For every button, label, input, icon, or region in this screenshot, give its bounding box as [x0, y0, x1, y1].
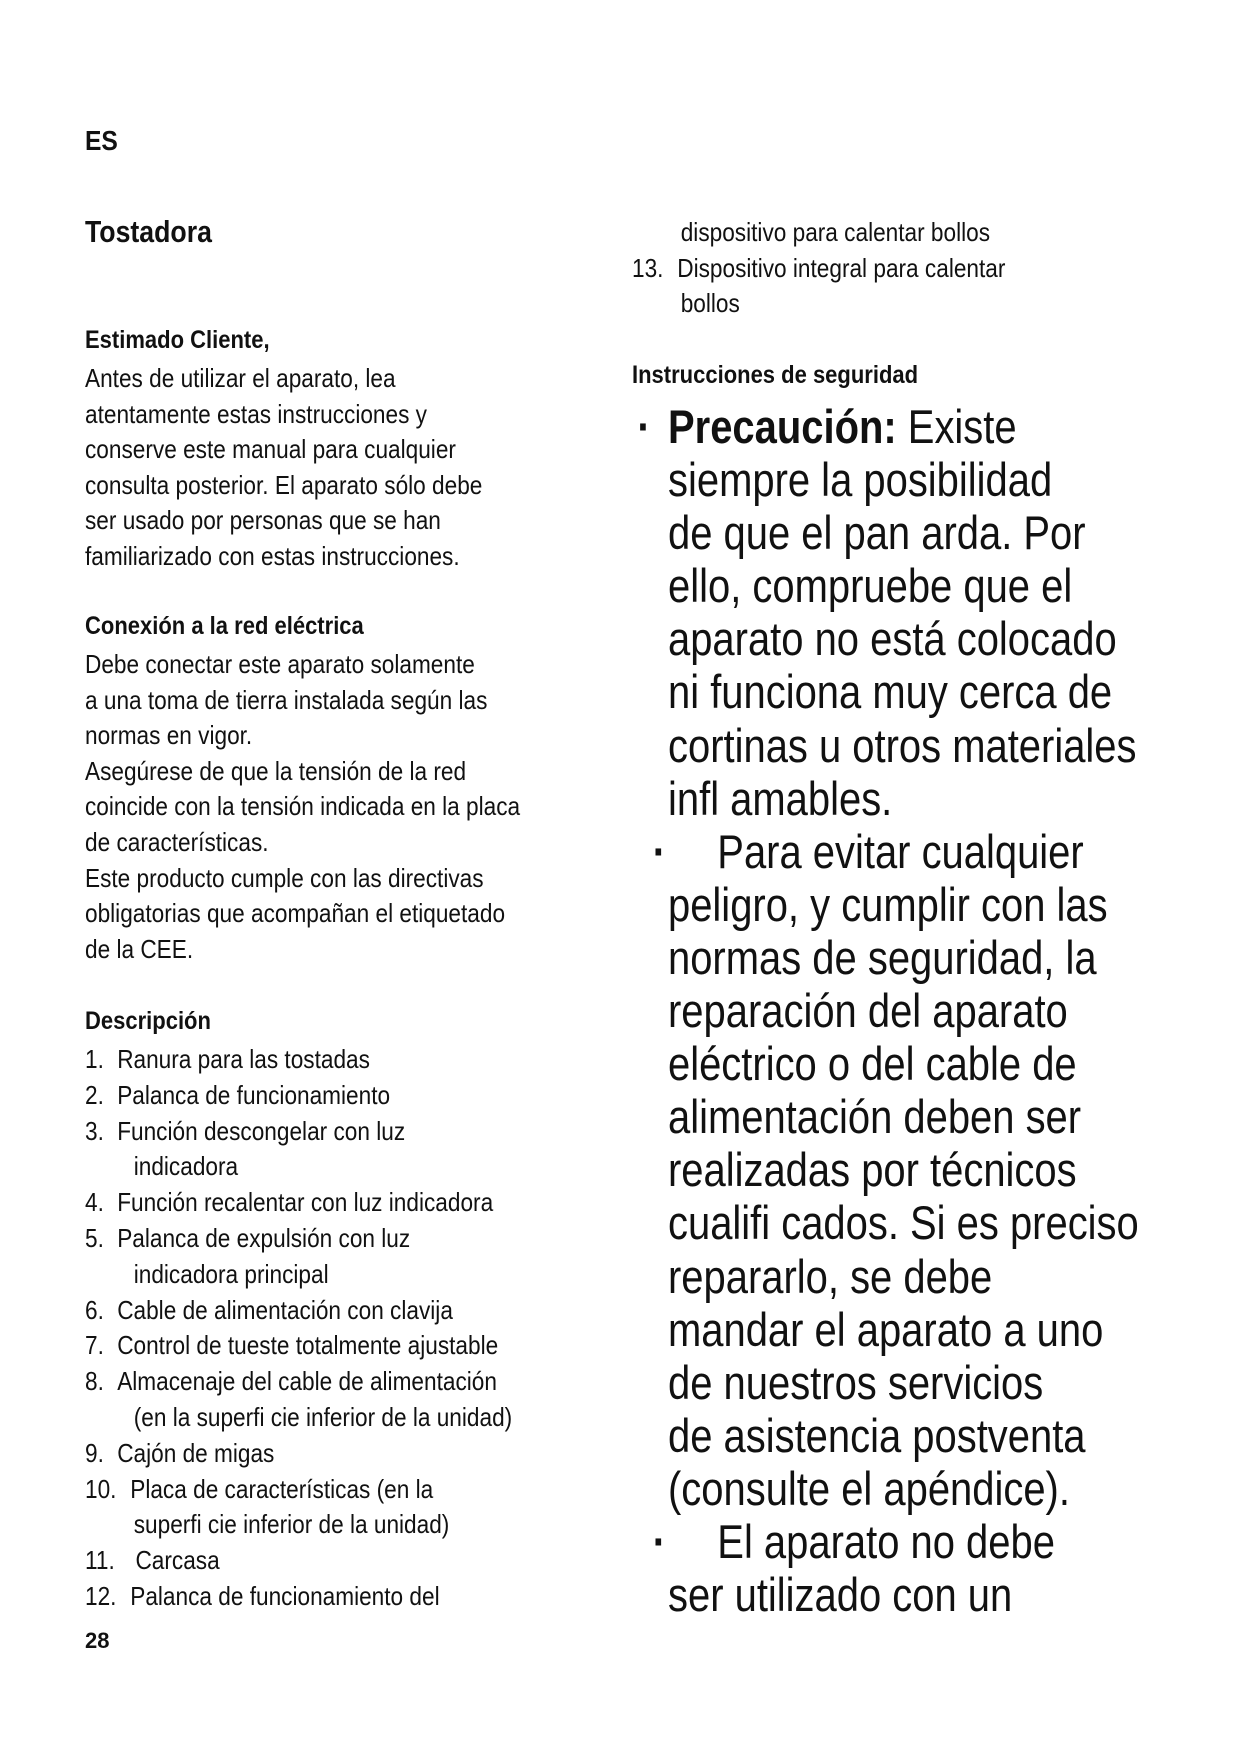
description-heading: Descripción: [85, 1007, 211, 1035]
list-item: 12. Palanca de funcionamiento del: [85, 1580, 440, 1611]
customer-text: Antes de utilizar el aparato, lea atentamente estas instrucciones y conserve este manual para cualquier consulta posterior. El aparato sólo debe ser usado por personas que se han familiarizado con estas instrucciones.: [85, 363, 483, 571]
list-item: 3. Función descongelar con luz: [85, 1115, 406, 1146]
list-item: 1. Ranura para las tostadas: [85, 1044, 370, 1074]
list-item: 5. Palanca de expulsión con luz: [85, 1222, 411, 1253]
description-list: [85, 1042, 537, 1615]
safety-text: · Precaución: Existe siempre la posibilidad de que el pan arda. Por ello, compruebe que el aparato no está colocado ni funciona muy cerca de cortinas u otros materiales infl amables. · Para evitar cualquier peligro, y cumplir con las normas de seguridad, la reparación del aparato eléctrico o del cable de alimentación deben ser realizadas por técnicos cualifi cados. Si es preciso repararlo, se debe mandar el aparato a uno de nuestros servicios de asistencia postventa (consulte el apéndice). · El aparato no debe ser utilizado con un: [637, 400, 1139, 1622]
connection-heading: Conexión a la red eléctrica: [85, 612, 364, 640]
customer-heading: Estimado Cliente,: [85, 326, 270, 354]
list-item: 8. Almacenaje del cable de alimentación: [85, 1366, 497, 1397]
page-number: 28: [85, 1628, 110, 1653]
connection-text: Debe conectar este aparato solamente a una toma de tierra instalada según las normas en vigor. Asegúrese de que la tensión de la red coincide con la tensión indicada en la placa de características. Este producto cumple con las directivas obligatorias que acompañan el etiquetado de la CEE.: [85, 649, 521, 964]
list-item: 9. Cajón de migas: [85, 1437, 275, 1468]
caution-label: Precaución:: [668, 400, 897, 453]
bullet: ·: [652, 1514, 667, 1568]
language-code: ES: [85, 125, 118, 156]
list-item: 2. Palanca de funcionamiento: [85, 1079, 391, 1110]
list-item: 4. Función recalentar con luz indicadora: [85, 1187, 494, 1218]
list-item-continuation: indicadora principal: [133, 1258, 329, 1289]
page-title: Tostadora: [85, 214, 212, 249]
list-item: 10. Placa de características (en la: [85, 1473, 434, 1504]
list-item: 7. Control de tueste totalmente ajustable: [85, 1330, 499, 1361]
list-item-continuation: indicadora: [133, 1151, 239, 1182]
bullet: ·: [637, 400, 651, 453]
bullet: ·: [652, 824, 667, 878]
list-item: 6. Cable de alimentación con clavija: [85, 1294, 453, 1325]
list-item-continuation: superfi cie inferior de la unidad): [133, 1509, 450, 1540]
safety-heading: Instrucciones de seguridad: [632, 361, 919, 389]
list-item: 11. Carcasa: [85, 1545, 220, 1576]
list-item-continuation: (en la superfi cie inferior de la unidad): [133, 1401, 513, 1432]
